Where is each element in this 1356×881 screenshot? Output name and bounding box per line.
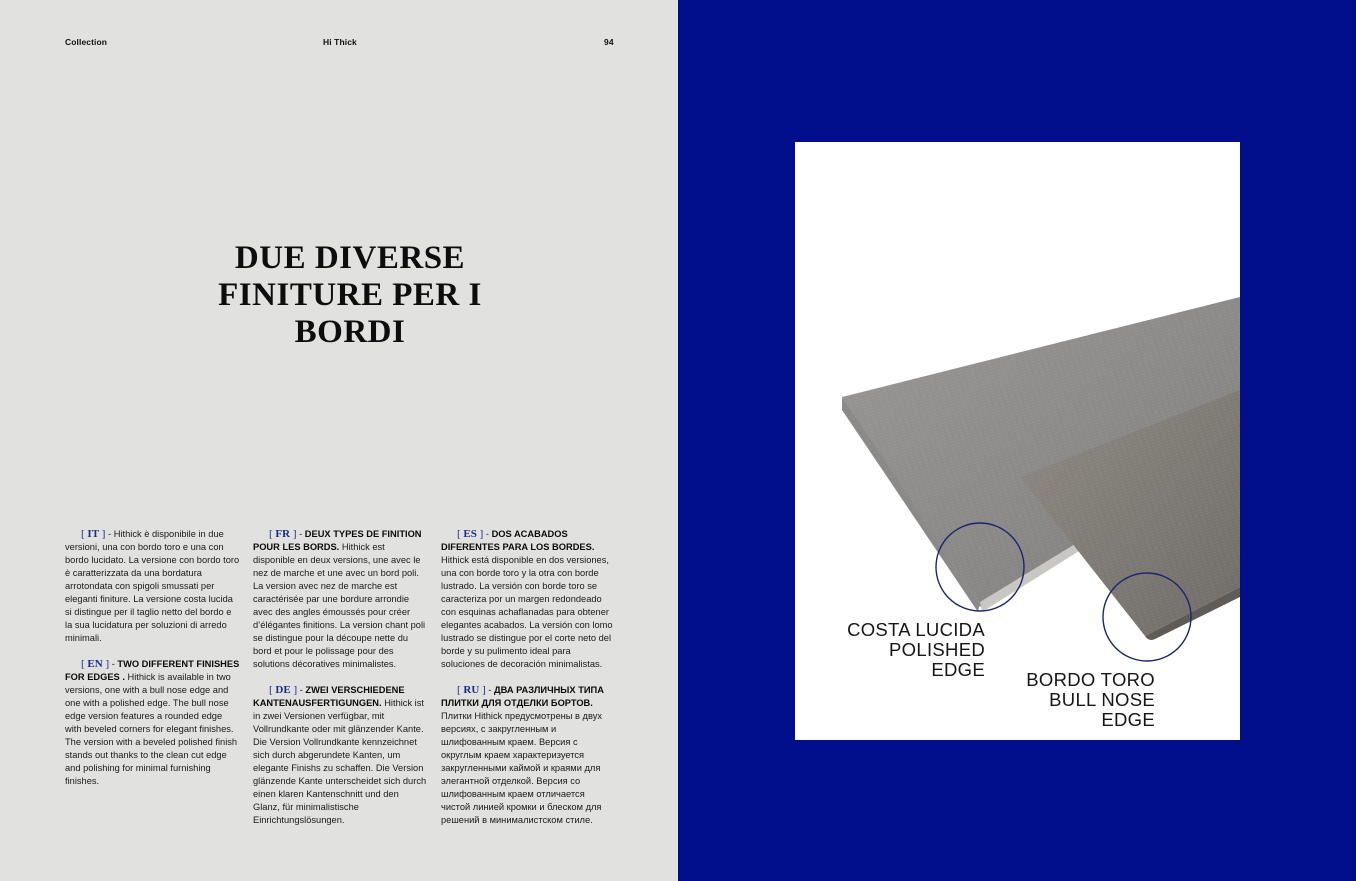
paragraph-ru-body: Плитки Hithick предусмотрены в двух версиях, с закругленным и шлифованным краем. Версия с округлым краем характеризуется закругленными каймой и краями для элегантной отделкой. Версия со шлифованным краем отличается чистой линией кромки и блеском для решений в минималистском стиле. [441,711,603,825]
page-headline: DUE DIVERSE FINITURE PER I BORDI [218,240,482,350]
text-column-2 [253,528,428,840]
running-head-title: Hi Thick [323,37,357,47]
paragraph-ru: [ RU ] - ДВА РАЗЛИЧНЫХ ТИПА ПЛИТКИ ДЛЯ ОТДЕЛКИ БОРТОВ. Плитки Hithick предусмотрены в двух версиях, с закругленным и шлифованным краем. Версия с округлым краем характеризуется закругленными каймой и краями для элегантной отделкой. Версия со шлифованным краем отличается чистой линией кромки и блеском для решений в минималистском стиле. [441,684,604,825]
paragraph-es-heading: DOS ACABADOS DIFERENTES PARA LOS BORDES. [441,529,595,552]
paragraph-fr: [ FR ] - DEUX TYPES DE FINITION POUR LES BORDS. Hithick est disponible en deux versions, une avec le nez de marche et une avec un bord poli. La version avec nez de marche est caractérisée par une bordure arrondie avec des angles émoussés pour créer d’élégantes finitions. La version chant poli se distingue pour la découpe nette du bord et pour le polissage pour des solutions décoratives minimalistes. [253,528,426,669]
language-code-en: EN [87,658,103,670]
label-bullnose-edge [1002,670,1155,730]
language-code-de: DE [275,684,291,696]
language-code-fr: FR [275,528,291,540]
label-bullnose-edge-it: BORDO TORO [1026,669,1155,690]
paragraph-fr-body: Hithick est disponible en deux versions, une avec le nez de marche et une avec un bord poli. La version avec nez de marche est caractérisée par une bordure arrondie avec des angles émoussés pour créer d’élégantes finitions. La version chant poli se distingue pour la découpe nette du bord et pour le polissage pour des solutions décoratives minimalistes. [253,542,426,669]
paragraph-en: [ EN ] - TWO DIFFERENT FINISHES FOR EDGES . Hithick is available in two versions, one with a bull nose edge and one with a polished edge. The bull nose edge version features a rounded edge with beveled corners for elegant finishes. The version with a beveled polished finish stands out thanks to the clean cut edge and polishing for minimal furnishing finishes. [65,658,240,786]
text-column-1 [65,528,240,801]
label-bullnose-edge-en: BULL NOSE EDGE [1049,689,1155,730]
paragraph-de-heading: ZWEI VERSCHIEDENE KANTENAUSFERTIGUNGEN. [253,685,405,708]
page-number: 94 [604,37,614,47]
paragraph-es-body: Hithick está disponible en dos versiones, una con borde toro y la otra con borde lustrado. La versión con borde toro se caracteriza por un margen redondeado con esquinas achaflanadas para obtener elegantes acabados. La versión con lomo lustrado se distingue por el corte neto del borde y su pulimento ideal para soluciones de decoración minimalistas. [441,555,613,669]
label-polished-edge [841,620,985,680]
language-code-es: ES [463,528,477,540]
paragraph-it-body: Hithick è disponibile in due versioni, una con bordo toro e una con bordo lucidato. La versione con bordo toro è caratterizzata da una bordatura arrotondata con spigoli smussati per eleganti finiture. La versione costa lucida si distingue per il taglio netto del bordo e la sua lucidatura per soluzioni di arredo minimali. [65,529,240,643]
label-polished-edge-it: COSTA LUCIDA [847,619,985,640]
product-photo [795,142,1240,740]
paragraph-de: [ DE ] - ZWEI VERSCHIEDENE KANTENAUSFERTIGUNGEN. Hithick ist in zwei Versionen verfügbar, mit Vollrundkante oder mit glänzender Kante. Die Version Vollrundkante kennzeichnet sich durch abgerundete Kanten, um elegante Finishs zu schaffen. Die Version glänzende Kante unterscheidet sich durch einen klaren Kantenschnitt und den Glanz, für minimalistische Einrichtungslösungen. [253,684,427,825]
paragraph-en-body: Hithick is available in two versions, one with a bull nose edge and one with a polished edge. The bull nose edge version features a rounded edge with beveled corners for elegant finishes. The version with a beveled polished finish stands out thanks to the clean cut edge and polishing for minimal furnishing finishes. [65,672,238,786]
paragraph-it: [ IT ] - Hithick è disponibile in due versioni, una con bordo toro e una con bordo lucidato. La versione con bordo toro è caratterizzata da una bordatura arrotondata con spigoli smussati per eleganti finiture. La versione costa lucida si distingue per il taglio netto del bordo e la sua lucidatura per soluzioni di arredo minimali. [65,528,240,643]
language-code-it: IT [87,528,100,540]
text-column-3 [441,528,616,840]
paragraph-ru-heading: ДВА РАЗЛИЧНЫХ ТИПА ПЛИТКИ ДЛЯ ОТДЕЛКИ БОРТОВ. [441,685,604,708]
paragraph-fr-heading: DEUX TYPES DE FINITION POUR LES BORDS. [253,529,422,552]
paragraph-es: [ ES ] - DOS ACABADOS DIFERENTES PARA LOS BORDES. Hithick está disponible en dos versiones, una con borde toro y la otra con borde lustrado. La versión con borde toro se caracteriza por un margen redondeado con esquinas achaflanadas para obtener elegantes acabados. La versión con lomo lustrado se distingue por el corte neto del borde y su pulimento ideal para soluciones de decoración minimalistas. [441,528,613,669]
label-polished-edge-en: POLISHED EDGE [889,639,985,680]
language-code-ru: RU [463,684,480,696]
paragraph-en-heading: TWO DIFFERENT FINISHES FOR EDGES . [65,659,240,682]
paragraph-de-body: Hithick ist in zwei Versionen verfügbar, mit Vollrundkante oder mit glänzender Kante. Die Version Vollrundkante kennzeichnet sich durch abgerundete Kanten, um elegante Finishs zu schaffen. Die Version glänzende Kante unterscheidet sich durch einen klaren Kantenschnitt und den Glanz, für minimalistische Einrichtungslösungen. [253,698,427,825]
running-head-collection: Collection [65,37,108,47]
